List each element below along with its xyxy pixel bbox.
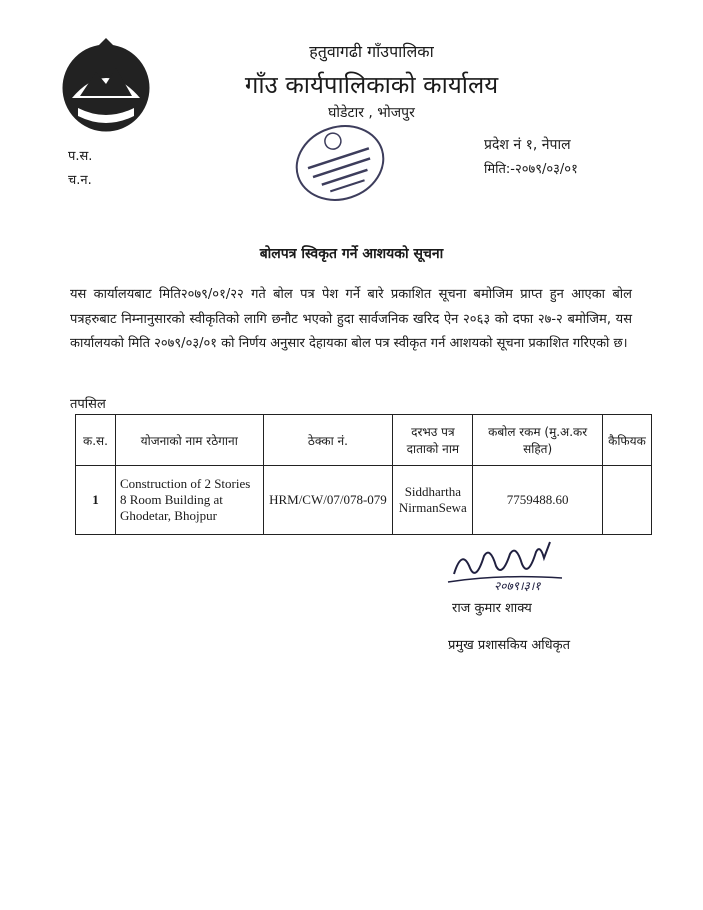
handwritten-signature: [440, 538, 580, 598]
cell-amount: 7759488.60: [473, 466, 603, 535]
cell-remarks: [602, 466, 651, 535]
letter-date: मिति:-२०७९/०३/०१: [484, 162, 578, 177]
col-header-contract: ठेक्का नं.: [263, 415, 393, 466]
notice-body: यस कार्यालयबाट मिति२०७९/०१/२२ गते बोल पत्र पेश गर्ने बारे प्रकाशित सूचना बमोजिम प्राप्त हुन आएका बोल पत्रहरुबाट निम्नानुसारको स्वीकृतिको लागि छनौट भएको हुदा सार्वजनिक खरिद ऐन २०६३ को दफा २७-२ बमोजिम, यस कार्यालयको मिति २०७९/०३/०१ को निर्णय अनुसार देहायका बोल पत्र स्वीकृत गर्न आशयको सूचना प्रकाशित गरिएको छ।: [70, 287, 632, 351]
bid-table: [75, 414, 652, 535]
cell-contract: HRM/CW/07/078-079: [263, 466, 393, 535]
province-label: प्रदेश नं १, नेपाल: [484, 137, 571, 153]
ref-number-label: प.स.: [68, 149, 93, 164]
col-header-project: योजनाको नाम रठेगाना: [115, 415, 263, 466]
col-header-bidder: दरभउ पत्र दाताको नाम: [393, 415, 473, 466]
table-row: [76, 466, 652, 535]
cell-project: Construction of 2 Stories 8 Room Building at Ghodetar, Bhojpur: [115, 466, 263, 535]
cell-sn: 1: [76, 466, 116, 535]
office-name: गाँउ कार्यपालिकाको कार्यालय: [244, 71, 499, 99]
col-header-sn: क.स.: [76, 415, 116, 466]
notice-subject: बोलपत्र स्विकृत गर्ने आशयको सूचना: [259, 246, 444, 262]
cell-bidder: Siddhartha NirmanSewa: [393, 466, 473, 535]
dispatch-number-label: च.न.: [68, 173, 92, 188]
signer-name: राज कुमार शाक्य: [452, 601, 532, 616]
col-header-amount: कबोल रकम (मु.अ.कर सहित): [473, 415, 603, 466]
signature-date: २०७९।३।१: [494, 579, 541, 593]
table-header-row: [76, 415, 652, 466]
municipality-name: हतुवागढी गाँउपालिका: [309, 42, 434, 61]
col-header-remarks: कैफियक: [602, 415, 651, 466]
annex-label: तपसिल: [70, 397, 106, 412]
office-stamp-icon: [290, 118, 390, 208]
signer-title: प्रमुख प्रशासकिय अधिकृत: [448, 638, 571, 653]
office-address: घोडेटार , भोजपुर: [328, 105, 415, 121]
